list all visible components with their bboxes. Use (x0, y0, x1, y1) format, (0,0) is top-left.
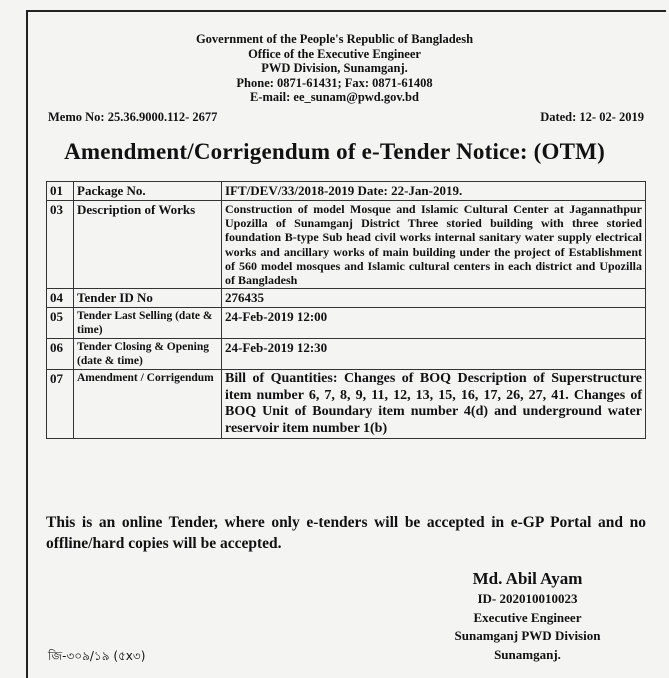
footer-code: জি-৩০৯/১৯ (৫x৩) (48, 649, 146, 663)
signature-block (420, 568, 635, 664)
signatory-name: Md. Abil Ayam (472, 569, 583, 588)
row-label: Tender Last Selling (date & time) (74, 308, 222, 339)
memo-date: Dated: 12- 02- 2019 (540, 110, 644, 124)
row-label: Amendment / Corrigendum (74, 370, 222, 439)
table-row (47, 308, 646, 339)
tender-table (46, 181, 646, 439)
table-row (47, 339, 646, 370)
row-number: 03 (47, 201, 74, 289)
header-government: Government of the People's Republic of Bangladesh (195, 32, 474, 46)
row-value: 24-Feb-2019 12:30 (222, 339, 646, 370)
header-office: Office of the Executive Engineer (248, 46, 421, 61)
signatory-division: Sunamganj PWD Division (454, 628, 601, 643)
online-tender-note: This is an online Tender, where only e-tenders will be accepted in e-GP Portal and no offline/hard copies will be accepted. (46, 514, 646, 552)
notice-title: Amendment/Corrigendum of e-Tender Notice: (OTM) (64, 139, 605, 164)
row-number: 01 (47, 182, 74, 201)
header-phone: Phone: 0871-61431; Fax: 0871-61408 (236, 75, 433, 90)
table-row (47, 201, 646, 289)
row-number: 05 (47, 308, 74, 339)
row-number: 07 (47, 370, 74, 439)
table-row (47, 289, 646, 308)
row-label: Description of Works (74, 201, 222, 289)
table-row (47, 182, 646, 201)
signatory-place: Sunamganj. (494, 646, 561, 662)
signatory-id: ID- 202010010023 (477, 591, 578, 606)
row-value: 24-Feb-2019 12:00 (222, 308, 646, 339)
row-value: 276435 (222, 289, 646, 308)
memo-number: Memo No: 25.36.9000.112- 2677 (48, 110, 218, 124)
row-value: Bill of Quantities: Changes of BOQ Description of Superstructure item number 6, 7, 8, 9, 11, 12, 13, 15, 16, 17, 26, 27, 41. Changes of BOQ Unit of Boundary item number 4(d) and underground water reservoir item number 1(b) (222, 370, 646, 439)
row-label: Package No. (74, 182, 222, 201)
header-email: E-mail: ee_sunam@pwd.gov.bd (250, 90, 419, 104)
office-header (0, 32, 669, 105)
header-division: PWD Division, Sunamganj. (261, 61, 408, 75)
signatory-designation: Executive Engineer (473, 609, 582, 625)
row-label: Tender Closing & Opening (date & time) (74, 339, 222, 370)
row-label: Tender ID No (74, 289, 222, 308)
row-value: Construction of model Mosque and Islamic Cultural Center at Jagannathpur Upozilla of Sunamganj District Three storied building with three storied foundation B-type Sub head civil works internal sanitary water supply electrical works and ancillary works of main building under the project of Establishment of 560 model mosques and Islamic cultural centers in each district and Upozilla of Bangladesh (222, 201, 646, 289)
table-row (47, 370, 646, 439)
memo-row (48, 110, 644, 125)
row-value: IFT/DEV/33/2018-2019 Date: 22-Jan-2019. (222, 182, 646, 201)
row-number: 06 (47, 339, 74, 370)
row-number: 04 (47, 289, 74, 308)
